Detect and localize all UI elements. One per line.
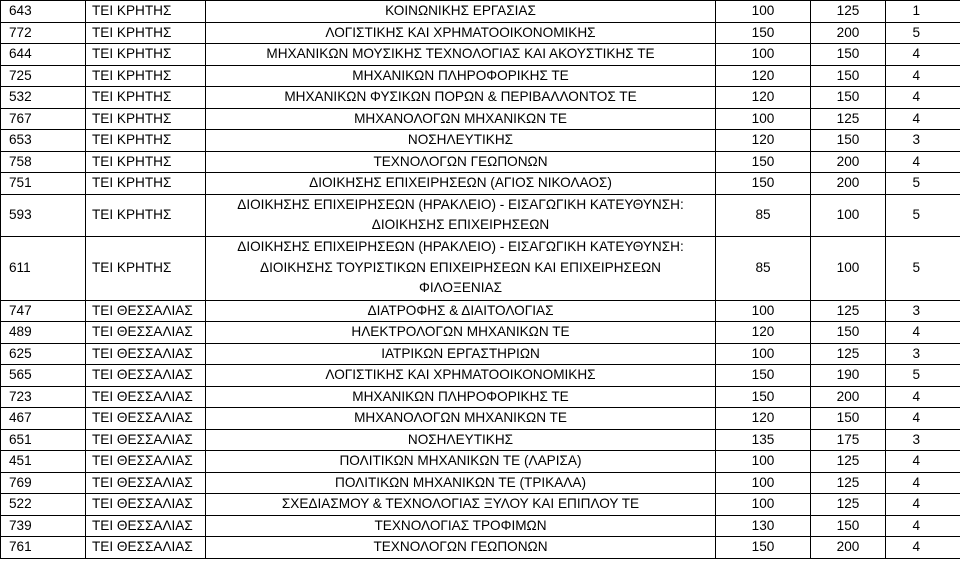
count-cell: 5 (886, 173, 960, 195)
base-score-a-cell: 100 (716, 343, 811, 365)
base-score-a-cell: 100 (716, 451, 811, 473)
base-score-a-cell: 100 (716, 1, 811, 23)
base-score-a-cell: 150 (716, 173, 811, 195)
count-cell: 5 (886, 22, 960, 44)
count-cell: 1 (886, 1, 960, 23)
count-cell: 4 (886, 515, 960, 537)
department-code-cell: 467 (1, 408, 86, 430)
base-score-b-cell: 200 (811, 151, 886, 173)
department-name-cell (206, 408, 716, 430)
count-cell: 3 (886, 343, 960, 365)
department-name-line: ΔΙΟΙΚΗΣΗΣ ΕΠΙΧΕΙΡΗΣΕΩΝ (ΑΓΙΟΣ ΝΙΚΟΛΑΟΣ) (309, 175, 612, 190)
department-name-cell (206, 173, 716, 195)
institution-cell: ΤΕΙ ΚΡΗΤΗΣ (86, 236, 206, 300)
base-score-b-cell: 125 (811, 472, 886, 494)
base-score-a-cell: 120 (716, 408, 811, 430)
department-name-cell (206, 472, 716, 494)
base-score-a-cell: 150 (716, 537, 811, 559)
count-cell: 4 (886, 87, 960, 109)
department-code-cell: 772 (1, 22, 86, 44)
department-name-line: ΠΟΛΙΤΙΚΩΝ ΜΗΧΑΝΙΚΩΝ ΤΕ (ΤΡΙΚΑΛΑ) (335, 474, 586, 490)
department-name-line: ΜΗΧΑΝΙΚΩΝ ΦΥΣΙΚΩΝ ΠΟΡΩΝ & ΠΕΡΙΒΑΛΛΟΝΤΟΣ ΤΕ (284, 89, 637, 104)
count-cell: 4 (886, 151, 960, 173)
department-name-cell (206, 365, 716, 387)
department-code-cell: 611 (1, 236, 86, 300)
base-score-b-cell: 150 (811, 322, 886, 344)
count-cell: 5 (886, 365, 960, 387)
table-row (1, 343, 960, 365)
department-name-cell (206, 451, 716, 473)
table-body (1, 1, 960, 559)
base-score-b-cell: 100 (811, 236, 886, 300)
department-name-line: ΜΗΧΑΝΙΚΩΝ ΠΛΗΡΟΦΟΡΙΚΗΣ ΤΕ (352, 388, 569, 404)
count-cell: 4 (886, 108, 960, 130)
table-row (1, 408, 960, 430)
department-name-line: ΔΙΟΙΚΗΣΗΣ ΤΟΥΡΙΣΤΙΚΩΝ ΕΠΙΧΕΙΡΗΣΕΩΝ ΚΑΙ ΕΠΙΧΕΙΡΗΣΕΩΝ (260, 259, 661, 275)
department-name-cell (206, 343, 716, 365)
base-score-b-cell: 100 (811, 194, 886, 236)
base-score-b-cell: 125 (811, 343, 886, 365)
department-name-line: ΛΟΓΙΣΤΙΚΗΣ ΚΑΙ ΧΡΗΜΑΤΟΟΙΚΟΝΟΜΙΚΗΣ (325, 24, 596, 40)
institution-cell: ΤΕΙ ΘΕΣΣΑΛΙΑΣ (86, 451, 206, 473)
table-row (1, 515, 960, 537)
department-name-line: ΛΟΓΙΣΤΙΚΗΣ ΚΑΙ ΧΡΗΜΑΤΟΟΙΚΟΝΟΜΙΚΗΣ (325, 367, 596, 382)
department-name-cell (206, 494, 716, 516)
count-cell: 5 (886, 236, 960, 300)
department-name-cell (206, 300, 716, 322)
department-code-cell: 644 (1, 44, 86, 66)
department-code-cell: 725 (1, 65, 86, 87)
department-name-cell (206, 87, 716, 109)
count-cell: 3 (886, 130, 960, 152)
base-score-a-cell: 85 (716, 236, 811, 300)
institution-cell: ΤΕΙ ΘΕΣΣΑΛΙΑΣ (86, 408, 206, 430)
table-row (1, 194, 960, 236)
department-name-cell (206, 322, 716, 344)
department-code-cell: 522 (1, 494, 86, 516)
department-name-cell (206, 386, 716, 408)
department-name-line: ΝΟΣΗΛΕΥΤΙΚΗΣ (407, 132, 514, 147)
base-score-a-cell: 150 (716, 365, 811, 387)
base-score-a-cell: 100 (716, 494, 811, 516)
table-row (1, 451, 960, 473)
department-code-cell: 751 (1, 173, 86, 195)
department-name-line: ΠΟΛΙΤΙΚΩΝ ΜΗΧΑΝΙΚΩΝ ΤΕ (ΛΑΡΙΣΑ) (339, 453, 582, 468)
department-name-cell (206, 44, 716, 66)
department-name-cell (206, 151, 716, 173)
table-row (1, 429, 960, 451)
institution-cell: ΤΕΙ ΚΡΗΤΗΣ (86, 151, 206, 173)
institution-cell: ΤΕΙ ΚΡΗΤΗΣ (86, 173, 206, 195)
base-score-a-cell: 120 (716, 87, 811, 109)
base-score-a-cell: 120 (716, 322, 811, 344)
department-code-cell: 747 (1, 300, 86, 322)
department-name-line: ΤΕΧΝΟΛΟΓΩΝ ΓΕΩΠΟΝΩΝ (373, 539, 548, 554)
base-score-b-cell: 150 (811, 87, 886, 109)
base-score-b-cell: 125 (811, 1, 886, 23)
department-name-line: ΔΙΟΙΚΗΣΗΣ ΕΠΙΧΕΙΡΗΣΕΩΝ (371, 217, 550, 232)
table-row (1, 65, 960, 87)
institution-cell: ΤΕΙ ΘΕΣΣΑΛΙΑΣ (86, 322, 206, 344)
institution-cell: ΤΕΙ ΘΕΣΣΑΛΙΑΣ (86, 365, 206, 387)
table-row (1, 1, 960, 23)
department-name-line: ΝΟΣΗΛΕΥΤΙΚΗΣ (407, 431, 514, 447)
department-name-line: ΜΗΧΑΝΙΚΩΝ ΜΟΥΣΙΚΗΣ ΤΕΧΝΟΛΟΓΙΑΣ ΚΑΙ ΑΚΟΥΣΤΙΚΗΣ ΤΕ (266, 46, 655, 61)
count-cell: 4 (886, 451, 960, 473)
department-name-line: ΦΙΛΟΞΕΝΙΑΣ (419, 280, 502, 296)
department-code-cell: 761 (1, 537, 86, 559)
department-code-cell: 769 (1, 472, 86, 494)
count-cell: 4 (886, 472, 960, 494)
base-score-b-cell: 200 (811, 386, 886, 408)
department-name-line: ΤΕΧΝΟΛΟΓΙΑΣ ΤΡΟΦΙΜΩΝ (374, 517, 547, 533)
base-score-a-cell: 150 (716, 22, 811, 44)
table-row (1, 108, 960, 130)
base-score-b-cell: 200 (811, 537, 886, 559)
institution-cell: ΤΕΙ ΘΕΣΣΑΛΙΑΣ (86, 537, 206, 559)
department-name-line: ΜΗΧΑΝΟΛΟΓΩΝ ΜΗΧΑΝΙΚΩΝ ΤΕ (354, 410, 567, 425)
table-row (1, 537, 960, 559)
base-score-b-cell: 125 (811, 300, 886, 322)
department-code-cell: 758 (1, 151, 86, 173)
department-name-cell (206, 1, 716, 23)
base-score-a-cell: 100 (716, 44, 811, 66)
table-row (1, 300, 960, 322)
institution-cell: ΤΕΙ ΘΕΣΣΑΛΙΑΣ (86, 343, 206, 365)
table-row (1, 494, 960, 516)
base-score-a-cell: 85 (716, 194, 811, 236)
department-name-line: ΣΧΕΔΙΑΣΜΟΥ & ΤΕΧΝΟΛΟΓΙΑΣ ΞΥΛΟΥ ΚΑΙ ΕΠΙΠΛΟΥ ΤΕ (281, 496, 640, 511)
institution-cell: ΤΕΙ ΚΡΗΤΗΣ (86, 108, 206, 130)
count-cell: 5 (886, 194, 960, 236)
count-cell: 3 (886, 429, 960, 451)
count-cell: 4 (886, 322, 960, 344)
department-name-cell (206, 429, 716, 451)
department-name-cell (206, 65, 716, 87)
base-score-a-cell: 150 (716, 151, 811, 173)
table-row (1, 322, 960, 344)
table-row (1, 151, 960, 173)
department-name-line: ΗΛΕΚΤΡΟΛΟΓΩΝ ΜΗΧΑΝΙΚΩΝ ΤΕ (351, 324, 570, 339)
department-name-line: ΚΟΙΝΩΝΙΚΗΣ ΕΡΓΑΣΙΑΣ (385, 3, 536, 18)
department-name-line: ΔΙΟΙΚΗΣΗΣ ΕΠΙΧΕΙΡΗΣΕΩΝ (ΗΡΑΚΛΕΙΟ) - ΕΙΣΑΓΩΓΙΚΗ ΚΑΤΕΥΘΥΝΣΗ: (237, 196, 684, 212)
base-score-a-cell: 120 (716, 130, 811, 152)
table-row (1, 22, 960, 44)
department-code-cell: 651 (1, 429, 86, 451)
base-score-b-cell: 175 (811, 429, 886, 451)
count-cell: 3 (886, 300, 960, 322)
base-score-b-cell: 125 (811, 494, 886, 516)
institution-cell: ΤΕΙ ΚΡΗΤΗΣ (86, 1, 206, 23)
department-code-cell: 739 (1, 515, 86, 537)
table-row (1, 173, 960, 195)
institution-cell: ΤΕΙ ΚΡΗΤΗΣ (86, 194, 206, 236)
department-code-cell: 489 (1, 322, 86, 344)
department-name-cell (206, 108, 716, 130)
department-code-cell: 532 (1, 87, 86, 109)
base-score-b-cell: 125 (811, 451, 886, 473)
base-score-a-cell: 135 (716, 429, 811, 451)
count-cell: 4 (886, 537, 960, 559)
base-score-b-cell: 200 (811, 22, 886, 44)
institution-cell: ΤΕΙ ΚΡΗΤΗΣ (86, 65, 206, 87)
institution-cell: ΤΕΙ ΘΕΣΣΑΛΙΑΣ (86, 300, 206, 322)
base-score-a-cell: 100 (716, 472, 811, 494)
department-code-cell: 565 (1, 365, 86, 387)
base-score-b-cell: 150 (811, 130, 886, 152)
table-row (1, 365, 960, 387)
institution-cell: ΤΕΙ ΘΕΣΣΑΛΙΑΣ (86, 429, 206, 451)
institution-cell: ΤΕΙ ΘΕΣΣΑΛΙΑΣ (86, 386, 206, 408)
institution-cell: ΤΕΙ ΚΡΗΤΗΣ (86, 130, 206, 152)
department-code-cell: 653 (1, 130, 86, 152)
institution-cell: ΤΕΙ ΚΡΗΤΗΣ (86, 44, 206, 66)
department-name-cell (206, 130, 716, 152)
institution-cell: ΤΕΙ ΘΕΣΣΑΛΙΑΣ (86, 515, 206, 537)
base-score-a-cell: 130 (716, 515, 811, 537)
base-score-b-cell: 150 (811, 408, 886, 430)
department-code-cell: 593 (1, 194, 86, 236)
base-score-a-cell: 120 (716, 65, 811, 87)
base-score-a-cell: 100 (716, 300, 811, 322)
department-name-line: ΔΙΟΙΚΗΣΗΣ ΕΠΙΧΕΙΡΗΣΕΩΝ (ΗΡΑΚΛΕΙΟ) - ΕΙΣΑΓΩΓΙΚΗ ΚΑΤΕΥΘΥΝΣΗ: (237, 239, 684, 255)
base-score-a-cell: 100 (716, 108, 811, 130)
institution-cell: ΤΕΙ ΚΡΗΤΗΣ (86, 22, 206, 44)
department-code-cell: 625 (1, 343, 86, 365)
table-row (1, 44, 960, 66)
count-cell: 4 (886, 44, 960, 66)
table-row (1, 130, 960, 152)
table-row (1, 386, 960, 408)
base-score-a-cell: 150 (716, 386, 811, 408)
department-name-line: ΜΗΧΑΝΙΚΩΝ ΠΛΗΡΟΦΟΡΙΚΗΣ ΤΕ (352, 67, 569, 83)
department-name-line: ΙΑΤΡΙΚΩΝ ΕΡΓΑΣΤΗΡΙΩΝ (381, 345, 540, 361)
base-score-b-cell: 125 (811, 108, 886, 130)
department-name-cell (206, 22, 716, 44)
department-name-cell (206, 515, 716, 537)
institution-cell: ΤΕΙ ΚΡΗΤΗΣ (86, 87, 206, 109)
base-score-b-cell: 190 (811, 365, 886, 387)
table-row (1, 472, 960, 494)
department-name-cell (206, 537, 716, 559)
department-name-line: ΤΕΧΝΟΛΟΓΩΝ ΓΕΩΠΟΝΩΝ (373, 153, 548, 169)
count-cell: 4 (886, 494, 960, 516)
table-row (1, 87, 960, 109)
department-code-cell: 767 (1, 108, 86, 130)
department-name-cell (206, 194, 716, 236)
base-score-b-cell: 150 (811, 44, 886, 66)
count-cell: 4 (886, 386, 960, 408)
department-name-cell (206, 236, 716, 300)
base-score-b-cell: 150 (811, 65, 886, 87)
department-code-cell: 723 (1, 386, 86, 408)
count-cell: 4 (886, 408, 960, 430)
base-score-b-cell: 150 (811, 515, 886, 537)
department-code-cell: 643 (1, 1, 86, 23)
table-row (1, 236, 960, 300)
institution-cell: ΤΕΙ ΘΕΣΣΑΛΙΑΣ (86, 494, 206, 516)
base-score-b-cell: 200 (811, 173, 886, 195)
department-code-cell: 451 (1, 451, 86, 473)
count-cell: 4 (886, 65, 960, 87)
department-name-line: ΜΗΧΑΝΟΛΟΓΩΝ ΜΗΧΑΝΙΚΩΝ ΤΕ (354, 110, 567, 126)
institution-cell: ΤΕΙ ΘΕΣΣΑΛΙΑΣ (86, 472, 206, 494)
department-name-line: ΔΙΑΤΡΟΦΗΣ & ΔΙΑΙΤΟΛΟΓΙΑΣ (367, 302, 554, 318)
